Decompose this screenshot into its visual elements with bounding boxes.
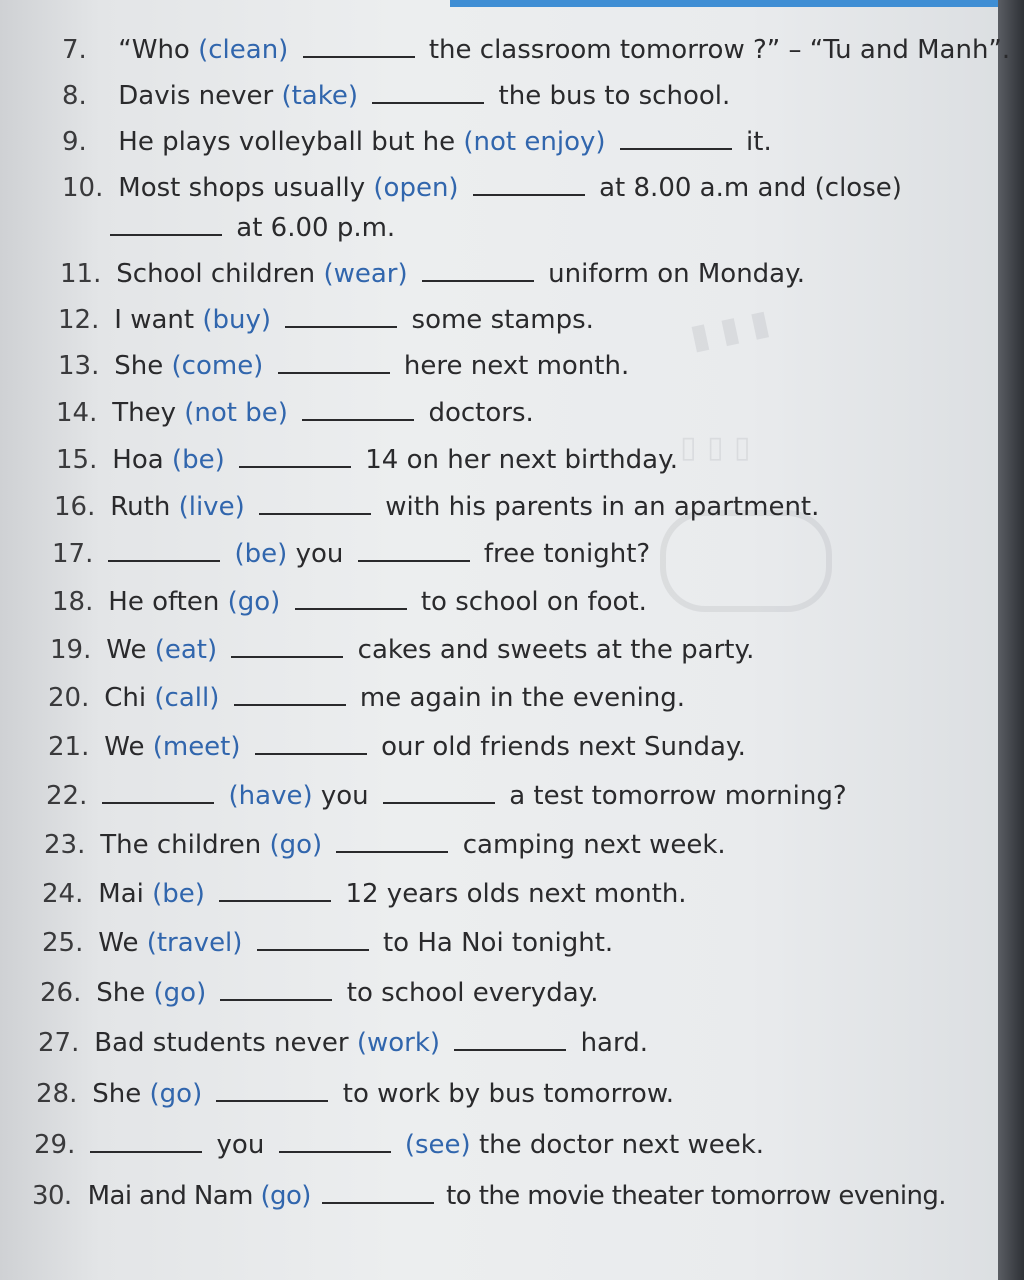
item-number: 14. <box>56 398 98 428</box>
answer-blank[interactable] <box>102 802 214 804</box>
exercise-item-17 <box>52 536 650 572</box>
item-text: to work by bus tomorrow. <box>342 1079 674 1109</box>
answer-blank[interactable] <box>422 280 534 282</box>
exercise-item-9 <box>62 124 772 160</box>
answer-blank[interactable] <box>454 1049 566 1051</box>
verb-prompt: (be) <box>171 445 225 475</box>
exercise-item-10 <box>62 170 902 206</box>
item-text: “Who <box>118 35 190 65</box>
exercise-item-13 <box>58 348 629 384</box>
watermark-graphic: ▯ ▯ ▯ <box>680 430 751 465</box>
exercise-item-24 <box>42 876 687 912</box>
verb-prompt: (not enjoy) <box>463 127 606 157</box>
verb-prompt: (live) <box>178 492 245 522</box>
item-number: 15. <box>56 445 98 475</box>
item-text: our old friends next Sunday. <box>381 732 746 762</box>
item-text: He often <box>108 587 220 617</box>
item-text: the doctor next week. <box>478 1130 765 1160</box>
item-text: She <box>114 351 164 381</box>
item-text: at 8.00 a.m and (close) <box>599 173 902 203</box>
exercise-item-14 <box>56 395 534 431</box>
exercise-item-12 <box>58 302 594 338</box>
verb-prompt: (clean) <box>198 35 289 65</box>
item-text: it. <box>746 127 772 157</box>
item-text: Mai <box>98 879 144 909</box>
item-text: the bus to school. <box>498 81 731 111</box>
verb-prompt: (be) <box>152 879 205 909</box>
item-number: 11. <box>60 259 102 289</box>
answer-blank[interactable] <box>219 900 331 902</box>
answer-blank[interactable] <box>239 466 351 468</box>
item-text: cakes and sweets at the party. <box>357 635 755 665</box>
answer-blank[interactable] <box>279 1151 391 1153</box>
item-text: Hoa <box>112 445 164 475</box>
verb-prompt: (come) <box>171 351 264 381</box>
exercise-item-16 <box>54 489 819 525</box>
item-number: 30. <box>32 1181 72 1211</box>
exercise-item-19 <box>50 632 754 668</box>
verb-prompt: (go) <box>227 587 281 617</box>
exercise-item-20 <box>48 680 685 716</box>
exercise-item-23 <box>44 827 726 863</box>
item-number: 17. <box>52 539 94 569</box>
item-text: She <box>96 978 146 1008</box>
item-text: Chi <box>104 683 147 713</box>
verb-prompt: (eat) <box>154 635 218 665</box>
verb-prompt: (be) <box>234 539 288 569</box>
item-text: Ruth <box>110 492 171 522</box>
item-number: 13. <box>58 351 100 381</box>
verb-prompt: (see) <box>404 1130 471 1160</box>
item-number: 16. <box>54 492 96 522</box>
item-text: hard. <box>580 1028 648 1058</box>
exercise-item-26 <box>40 975 599 1011</box>
item-text: to the movie theater tomorrow evening. <box>446 1181 946 1211</box>
item-number: 19. <box>50 635 92 665</box>
verb-prompt: (wear) <box>323 259 408 289</box>
item-text: We <box>98 928 139 958</box>
exercise-item-8 <box>62 78 730 114</box>
verb-prompt: (go) <box>149 1079 203 1109</box>
item-text: Bad students never <box>94 1028 349 1058</box>
exercise-item-30 <box>32 1178 946 1214</box>
item-text: Davis never <box>118 81 274 111</box>
item-text: with his parents in an apartment. <box>385 492 820 522</box>
exercise-item-25 <box>42 925 613 961</box>
item-number: 24. <box>42 879 84 909</box>
item-text: free tonight? <box>483 539 651 569</box>
item-text: Mai and Nam <box>87 1181 253 1211</box>
answer-blank[interactable] <box>231 656 343 658</box>
item-text: doctors. <box>428 398 534 428</box>
item-number: 21. <box>48 732 90 762</box>
verb-prompt: (take) <box>281 81 358 111</box>
item-number: 28. <box>36 1079 78 1109</box>
exercise-item-11 <box>60 256 805 292</box>
item-number: 9. <box>62 127 87 157</box>
verb-prompt: (go) <box>153 978 207 1008</box>
item-number: 20. <box>48 683 90 713</box>
item-number: 29. <box>34 1130 76 1160</box>
item-number: 12. <box>58 305 100 335</box>
item-text: to school everyday. <box>346 978 599 1008</box>
item-number: 7. <box>62 35 87 65</box>
item-number: 10. <box>62 173 104 203</box>
item-text: She <box>92 1079 142 1109</box>
verb-prompt: (go) <box>269 830 323 860</box>
verb-prompt: (meet) <box>152 732 241 762</box>
answer-blank[interactable] <box>620 148 732 150</box>
answer-blank[interactable] <box>108 560 220 562</box>
item-number: 18. <box>52 587 94 617</box>
item-text: here next month. <box>403 351 630 381</box>
item-text: to Ha Noi tonight. <box>382 928 614 958</box>
answer-blank[interactable] <box>216 1100 328 1102</box>
item-text: 12 years olds next month. <box>345 879 687 909</box>
exercise-item-15 <box>56 442 678 478</box>
item-text: Most shops usually <box>118 173 366 203</box>
verb-prompt: (go) <box>260 1181 311 1211</box>
answer-blank[interactable] <box>322 1202 434 1204</box>
item-text: you <box>216 1130 265 1160</box>
item-text: the classroom tomorrow ?” – “Tu and Manh”. <box>428 35 1011 65</box>
item-number: 8. <box>62 81 87 111</box>
exercise-item-21 <box>48 729 746 765</box>
answer-blank[interactable] <box>259 513 371 515</box>
item-text: School children <box>116 259 316 289</box>
item-text: some stamps. <box>411 305 594 335</box>
answer-blank[interactable] <box>257 949 369 951</box>
verb-prompt: (have) <box>228 781 313 811</box>
item-text: We <box>106 635 147 665</box>
item-number: 23. <box>44 830 86 860</box>
exercise-item-29 <box>34 1127 764 1163</box>
watermark-graphic: ▮ ▮ ▮ <box>686 302 774 358</box>
answer-blank[interactable] <box>473 194 585 196</box>
answer-blank[interactable] <box>358 560 470 562</box>
answer-blank[interactable] <box>372 102 484 104</box>
answer-blank[interactable] <box>336 851 448 853</box>
verb-prompt: (work) <box>356 1028 441 1058</box>
item-text: camping next week. <box>462 830 726 860</box>
exercise-item-22 <box>46 778 847 814</box>
page-edge <box>998 0 1024 1280</box>
item-text: me again in the evening. <box>359 683 686 713</box>
verb-prompt: (travel) <box>146 928 243 958</box>
item-text: The children <box>100 830 262 860</box>
answer-blank[interactable] <box>295 608 407 610</box>
item-text: you <box>320 781 369 811</box>
item-text: We <box>104 732 145 762</box>
item-number: 26. <box>40 978 82 1008</box>
answer-blank[interactable] <box>302 419 414 421</box>
exercise-item-28 <box>36 1076 674 1112</box>
answer-blank[interactable] <box>90 1151 202 1153</box>
item-number: 22. <box>46 781 88 811</box>
answer-blank[interactable] <box>220 999 332 1001</box>
item-text: I want <box>114 305 195 335</box>
verb-prompt: (open) <box>373 173 459 203</box>
item-text: a test tomorrow morning? <box>509 781 847 811</box>
item-text: you <box>295 539 344 569</box>
item-text: at 6.00 p.m. <box>236 213 396 243</box>
exercise-item-10-continued <box>110 210 395 246</box>
exercise-item-7 <box>62 32 1010 68</box>
item-text: He plays volleyball but he <box>118 127 456 157</box>
verb-prompt: (not be) <box>184 398 288 428</box>
answer-blank[interactable] <box>255 753 367 755</box>
answer-blank[interactable] <box>303 56 415 58</box>
exercise-item-18 <box>52 584 647 620</box>
exercise-item-27 <box>38 1025 648 1061</box>
verb-prompt: (buy) <box>202 305 271 335</box>
answer-blank[interactable] <box>110 234 222 236</box>
answer-blank[interactable] <box>278 372 390 374</box>
item-text: They <box>112 398 177 428</box>
item-text: 14 on her next birthday. <box>365 445 679 475</box>
answer-blank[interactable] <box>234 704 346 706</box>
answer-blank[interactable] <box>285 326 397 328</box>
item-text: to school on foot. <box>420 587 647 617</box>
answer-blank[interactable] <box>383 802 495 804</box>
item-text: uniform on Monday. <box>548 259 806 289</box>
item-number: 27. <box>38 1028 80 1058</box>
verb-prompt: (call) <box>154 683 220 713</box>
item-number: 25. <box>42 928 84 958</box>
